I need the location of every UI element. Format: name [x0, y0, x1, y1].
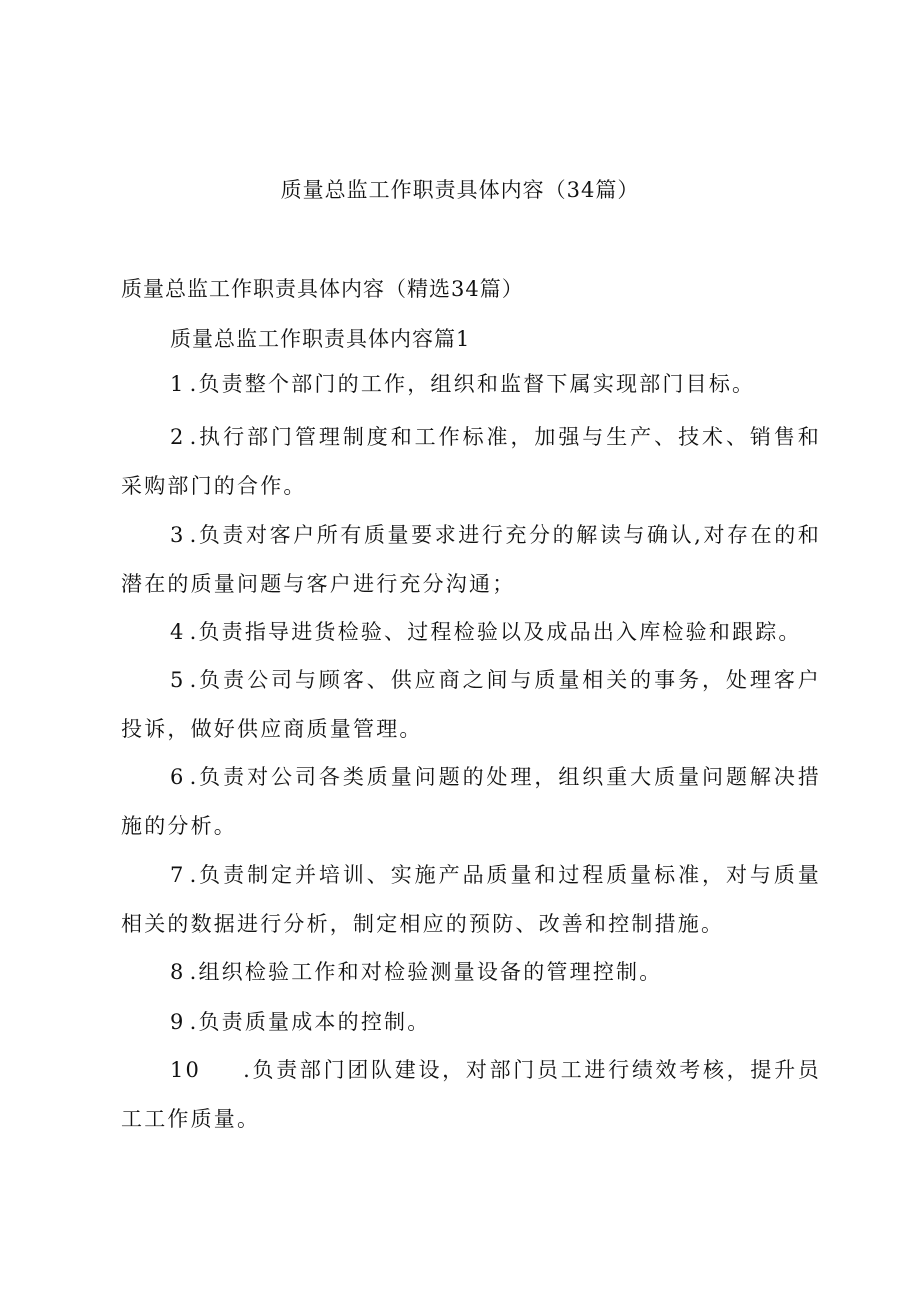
list-item [121, 608, 821, 657]
list-item [121, 511, 821, 609]
item-number: 7 [170, 863, 186, 887]
item-text: .负责公司与顾客、供应商之间与质量相关的事务，处理客户投诉，做好供应商质量管理。 [121, 668, 821, 741]
item-number: 1 [170, 372, 186, 396]
item-text: .负责整个部门的工作，组织和监督下属实现部门目标。 [189, 372, 756, 396]
list-item [121, 656, 821, 754]
list-item [121, 1046, 821, 1144]
list-item [121, 360, 821, 409]
list-item [121, 753, 821, 851]
item-text: .负责指导进货检验、过程检验以及成品出入库检验和跟踪。 [189, 620, 802, 644]
item-number: 4 [170, 620, 186, 644]
list-item [121, 851, 821, 949]
section-heading: 质量总监工作职责具体内容篇1 [170, 327, 471, 351]
item-number: 10 [170, 1058, 202, 1082]
item-text: .负责对公司各类质量问题的处理，组织重大质量问题解决措施的分析。 [121, 765, 821, 838]
item-number: 5 [170, 668, 186, 692]
item-number: 8 [170, 960, 186, 984]
document-title: 质量总监工作职责具体内容（34篇） [280, 178, 640, 202]
item-text: .负责制定并培训、实施产品质量和过程质量标准，对与质量相关的数据进行分析，制定相应的预防、改善和控制措施。 [121, 863, 821, 936]
list-item [121, 413, 821, 511]
item-text: .负责质量成本的控制。 [189, 1010, 431, 1034]
document-subtitle: 质量总监工作职责具体内容（精选34篇） [121, 277, 524, 301]
item-number: 2 [170, 425, 186, 449]
item-number: 3 [170, 523, 186, 547]
item-text: .负责部门团队建设，对部门员工进行绩效考核，提升员工工作质量。 [121, 1058, 821, 1131]
item-number: 9 [170, 1010, 186, 1034]
list-item [121, 998, 821, 1047]
item-text: .组织检验工作和对检验测量设备的管理控制。 [189, 960, 663, 984]
item-number: 6 [170, 765, 186, 789]
item-text: .执行部门管理制度和工作标准，加强与生产、技术、销售和采购部门的合作。 [121, 425, 821, 498]
list-item [121, 948, 821, 997]
item-text: .负责对客户所有质量要求进行充分的解读与确认,对存在的和潜在的质量问题与客户进行充分沟通； [121, 523, 821, 596]
